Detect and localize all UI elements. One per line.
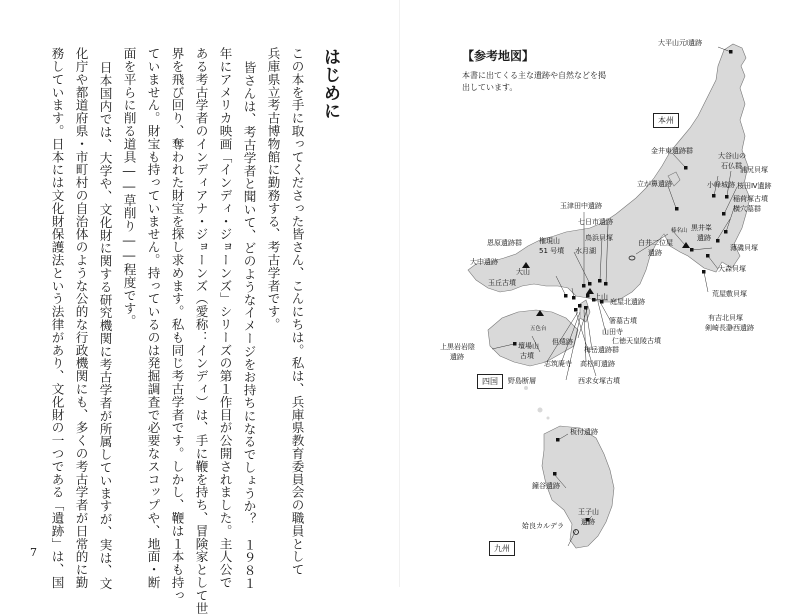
body-column-8: 面を平らに削る道具――草削り――程度です。 [121, 47, 137, 328]
label-site-32b: 古墳 [520, 352, 534, 360]
label-site-18: 榛名山 [671, 228, 688, 234]
label-site-13b: 51 号墳 [539, 247, 565, 255]
body-column-2: 兵庫県立考古博物館に勤務する、考古学者です。 [265, 47, 281, 331]
body-column-3: 皆さんは、考古学者と聞いて、どのようなイメージをお持ちになるでしょうか？ １９８１ [241, 61, 257, 590]
label-site-31: 山田寺 [602, 328, 623, 336]
body-column-6: 界を飛び回り、奪われた財宝を探し求めます。私も同じ考古学者です。しかし、鞭は１本も持っ [169, 47, 185, 602]
label-site-37: 志筑廃寺 [544, 360, 572, 368]
label-site-15a: 黒井峯 [691, 224, 712, 232]
label-site-11: 鳥浜貝塚 [585, 234, 613, 242]
label-site-4: 浦尻貝塚 [740, 166, 768, 174]
label-site-20: 大森貝塚 [718, 265, 746, 273]
label-site-30a: 上黒岩岩陰 [440, 343, 475, 351]
label-site-40: 板付遺跡 [570, 428, 598, 436]
region-label-kyushu: 九州 [489, 541, 515, 556]
body-column-5: ある考古学者のインディアナ・ジョーンズ（愛称：インディ）は、手に鞭を持ち、冒険家として世 [193, 47, 209, 615]
label-site-16: 薄磯貝塚 [730, 244, 758, 252]
label-site-2: 立が鼻遺跡 [637, 180, 672, 188]
label-site-29: 箸墓古墳 [609, 317, 637, 325]
body-column-1: この本を手に取ってくださった皆さん、こんにちは。私は、兵庫県教育委員会の職員として [289, 47, 305, 576]
label-site-43: 姶良カルデラ [522, 522, 564, 530]
body-column-7: ていません。財宝も持っていません。持っているのは発掘調査で必要なスコップや、地面・断 [145, 47, 161, 589]
awaji-island [580, 300, 590, 322]
label-site-9: 玉津田中遺跡 [560, 202, 602, 210]
label-site-36: 高松町遺跡 [580, 360, 615, 368]
label-site-14: 水月湖 [575, 247, 596, 255]
label-site-28: 剣崎長瀞西遺跡 [705, 324, 754, 332]
page-number: 7 [30, 546, 37, 559]
label-site-8: 横穴墓群 [733, 205, 761, 213]
islet-2 [538, 408, 543, 413]
body-column-11: 務しています。日本には文化財保護法という法律があり、文化財の一つである「遺跡」は、国 [49, 47, 65, 589]
label-site-19b: 遺跡 [648, 249, 662, 257]
region-label-shikoku: 四国 [477, 374, 503, 389]
label-site-10: 七日市遺跡 [578, 218, 613, 226]
label-site-27: 五色台 [530, 326, 547, 332]
label-site-13a: 権現山 [539, 237, 560, 245]
label-site-42a: 王子山 [578, 508, 599, 516]
label-site-21: 玉丘古墳 [488, 279, 516, 287]
label-site-23: 大山 [516, 268, 530, 276]
label-site-35: 梅岳遺跡群 [584, 346, 619, 354]
label-site-3b: 石仏群 [721, 162, 742, 170]
body-column-9: 日本国内では、大学や、文化財に関する研究機関に考古学者が所属していますが、実は、文 [97, 61, 113, 590]
label-site-15b: 遺跡 [697, 234, 711, 242]
label-site-0: 大平山元Ⅰ遺跡 [658, 39, 703, 47]
islet-3 [547, 417, 550, 420]
label-site-30b: 遺跡 [450, 353, 464, 361]
body-column-10: 化庁や都道府県・市町村の自治体のような公的な行政機関にも、多くの考古学者が日常的に勤 [73, 47, 89, 589]
body-column-4: 年にアメリカ映画「インディ・ジョーンズ」シリーズの第１作目が公開されました。主人公で [217, 47, 233, 589]
label-site-7: 稲荷塚古墳 [733, 195, 768, 203]
chapter-heading: はじめに [320, 48, 340, 120]
label-site-34: 但遠跡 [552, 338, 573, 346]
islet-1 [524, 386, 528, 390]
label-site-17: 大中遺跡 [470, 258, 498, 266]
label-site-3a: 大谷山の [718, 152, 746, 160]
map-description: 本書に出てくる主な遺跡や自然などを掲出しています。 [462, 71, 606, 92]
label-site-5: 小峰城跡 [707, 181, 735, 189]
map-title: 【参考地図】 [462, 49, 535, 63]
label-site-22: 荒屋敷貝塚 [712, 290, 747, 298]
label-site-6: 桜田Ⅳ遺跡 [737, 182, 772, 190]
label-site-39: 西求女塚古墳 [578, 377, 620, 385]
label-site-24: 上山 [594, 293, 608, 301]
label-site-25: 庭屋北遺跡 [610, 298, 645, 306]
label-site-12: 恩原遺跡群 [487, 239, 522, 247]
region-label-honshu: 本州 [653, 113, 679, 128]
label-site-41: 鐘谷遺跡 [532, 482, 560, 490]
label-site-19a: 白井二位屋 [638, 239, 673, 247]
label-site-33: 仁徳天皇陵古墳 [612, 337, 661, 345]
label-site-1: 金井東遺跡群 [651, 147, 693, 155]
label-site-32a: 壇場山 [518, 342, 539, 350]
label-site-38: 野島断層 [508, 377, 536, 385]
label-site-42b: 遺跡 [581, 518, 595, 526]
label-site-26: 有吉北貝塚 [708, 314, 743, 322]
